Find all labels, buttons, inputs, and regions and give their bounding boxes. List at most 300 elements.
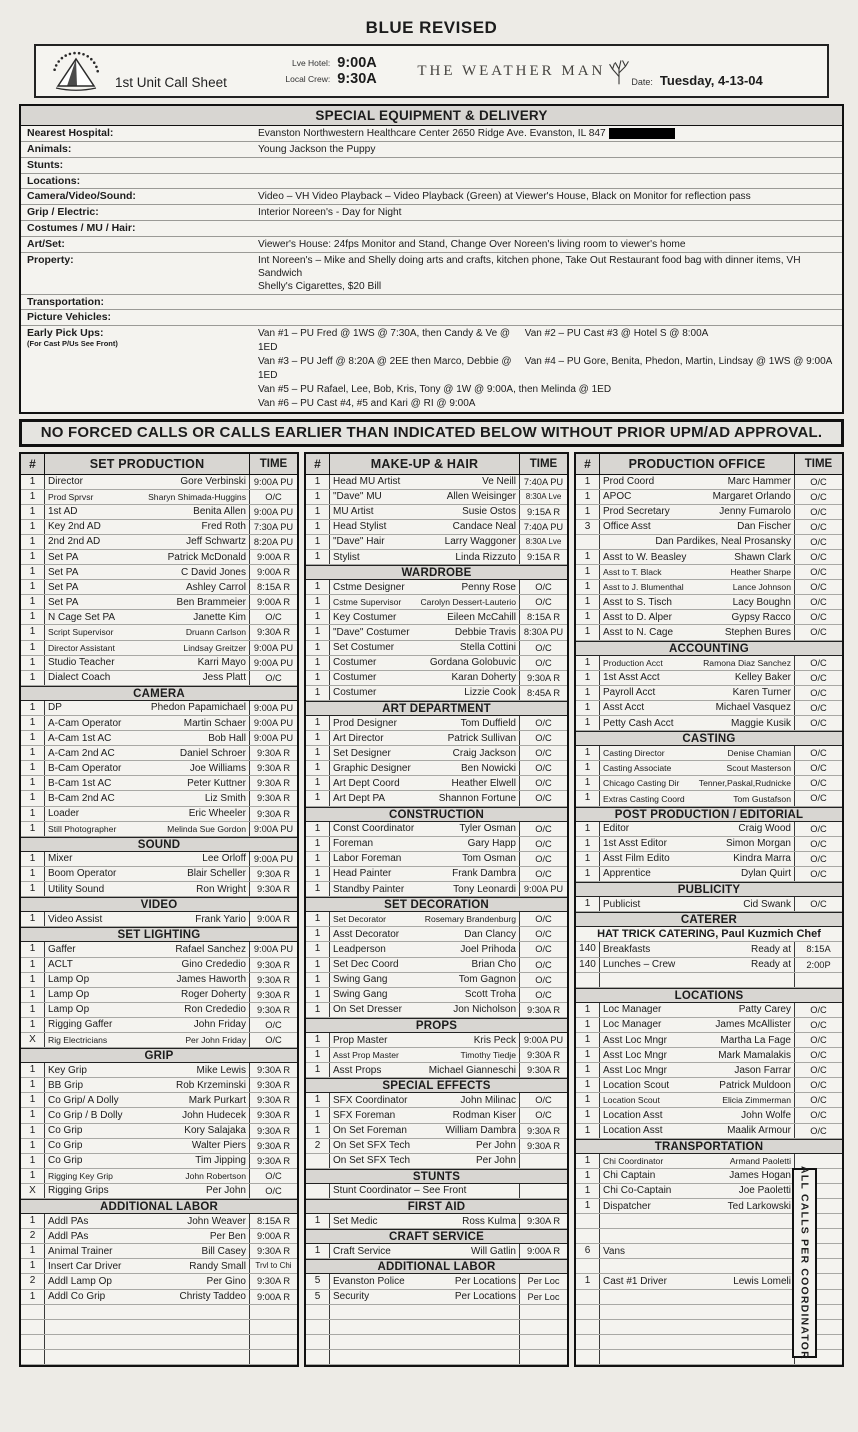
section-header: GRIP <box>21 1048 297 1063</box>
crew-cell <box>330 580 519 594</box>
crew-count: 1 <box>306 505 330 519</box>
crew-count: 1 <box>306 761 330 775</box>
crew-row <box>306 1274 567 1289</box>
crew-count <box>306 1350 330 1364</box>
crew-cell <box>330 1305 519 1319</box>
crew-role: Set Costumer <box>333 642 395 654</box>
crew-call-time: O/C <box>794 595 842 609</box>
crew-call-time: 8:30A Lve <box>519 535 567 549</box>
crew-count: 1 <box>576 580 600 594</box>
crew-call-time: 9:30A R <box>249 807 297 821</box>
crew-call-time: 9:30A R <box>249 625 297 639</box>
crew-name: Patrick Muldoon <box>719 1079 791 1091</box>
crew-call-time: 9:30A R <box>249 1108 297 1122</box>
crew-cell <box>45 1063 249 1077</box>
crew-row <box>21 1184 297 1199</box>
crew-name: Ben Brammeier <box>176 596 246 608</box>
crew-count: 1 <box>21 1124 45 1138</box>
crew-call-time: 9:00A R <box>249 550 297 564</box>
crew-count: 1 <box>576 686 600 700</box>
crew-row <box>306 791 567 806</box>
crew-row <box>306 520 567 535</box>
crew-cell <box>330 1124 519 1138</box>
crew-call-time: 9:30A R <box>249 761 297 775</box>
crew-call-time: O/C <box>794 1018 842 1032</box>
crew-cell <box>600 1229 794 1243</box>
crew-call-time: O/C <box>519 973 567 987</box>
crew-cell <box>600 867 794 881</box>
crew-call-time: Per Loc <box>519 1290 567 1304</box>
crew-role: On Set Foreman <box>333 1125 407 1137</box>
crew-count: 1 <box>306 1033 330 1047</box>
crew-call-time: O/C <box>794 505 842 519</box>
crew-name: C David Jones <box>180 566 246 578</box>
crew-name: Karri Mayo <box>197 657 246 669</box>
crew-call-time: 9:30A R <box>249 988 297 1002</box>
crew-role: Art Dept Coord <box>333 777 400 789</box>
crew-role: Craft Service <box>333 1245 391 1257</box>
crew-count: 1 <box>576 1063 600 1077</box>
crew-count: 1 <box>21 550 45 564</box>
crew-row <box>576 671 842 686</box>
crew-name: Karen Turner <box>732 687 791 699</box>
special-row-label: Nearest Hospital: <box>27 127 114 139</box>
crew-cell <box>330 550 519 564</box>
crew-role: B-Cam 1st AC <box>48 777 112 789</box>
crew-role: Asst Loc Mngr <box>603 1049 667 1061</box>
crew-cell <box>45 1244 249 1258</box>
crew-row <box>306 1108 567 1123</box>
crew-cell <box>330 716 519 730</box>
property-line: Shelly's Cigarettes, $20 Bill <box>258 280 382 292</box>
crew-count: 1 <box>306 1048 330 1062</box>
empty-row <box>306 1305 567 1320</box>
crew-cell <box>600 1003 794 1017</box>
crew-cell <box>45 1033 249 1047</box>
crew-cell <box>330 686 519 700</box>
crew-name: Tim Jipping <box>195 1155 246 1167</box>
crew-call-time: 8:30A PU <box>519 625 567 639</box>
special-row-label: Costumes / MU / Hair: <box>27 222 136 234</box>
crew-name: Armand Paoletti <box>729 1155 791 1166</box>
crew-role: Head Painter <box>333 868 392 880</box>
crew-call-time <box>249 1335 297 1349</box>
crew-call-time: 9:30A R <box>249 1003 297 1017</box>
column-title-header: MAKE-UP & HAIR <box>370 456 479 471</box>
special-row-content <box>258 174 842 189</box>
crew-row <box>21 731 297 746</box>
crew-call-time: 9:00A R <box>249 1290 297 1304</box>
crew-cell <box>330 1290 519 1304</box>
crew-count: 1 <box>21 610 45 624</box>
crew-count: 1 <box>576 475 600 489</box>
crew-row <box>21 505 297 520</box>
crew-call-time: 9:30A R <box>519 1003 567 1017</box>
crew-cell <box>330 1335 519 1349</box>
crew-row <box>21 595 297 610</box>
crew-count: 1 <box>306 535 330 549</box>
crew-row <box>306 1184 567 1199</box>
crew-count: 1 <box>576 1169 600 1183</box>
crew-role: A-Cam Operator <box>48 717 122 729</box>
crew-row <box>306 595 567 610</box>
crew-row <box>21 1154 297 1169</box>
crew-role: Addl Co Grip <box>48 1291 106 1303</box>
crew-count: 1 <box>21 701 45 715</box>
crew-row <box>21 550 297 565</box>
crew-count <box>576 1320 600 1334</box>
pickup-right: Van #2 – PU Cast #3 @ Hotel S @ 8:00A <box>524 327 709 339</box>
crew-cell <box>330 505 519 519</box>
crew-count: 1 <box>21 565 45 579</box>
crew-count: 1 <box>576 1199 600 1213</box>
crew-row <box>21 867 297 882</box>
crew-cell <box>330 1033 519 1047</box>
crew-count: 2 <box>21 1274 45 1288</box>
crew-row <box>306 641 567 656</box>
crew-count: 1 <box>576 610 600 624</box>
crew-role: Key Grip <box>48 1064 87 1076</box>
crew-row <box>306 1063 567 1078</box>
crew-name: Lance Johnson <box>732 582 791 593</box>
crew-name: Maalik Armour <box>727 1125 791 1137</box>
crew-call-time: O/C <box>519 791 567 805</box>
section-header: ADDITIONAL LABOR <box>306 1259 567 1274</box>
crew-role: Set Decorator <box>333 914 387 925</box>
crew-row <box>306 958 567 973</box>
crew-name: Gino Crededio <box>181 959 246 971</box>
column-time-header: TIME <box>794 454 842 474</box>
crew-cell <box>600 1154 794 1168</box>
crew-name: Penny Rose <box>461 581 516 593</box>
crew-count: 1 <box>306 490 330 504</box>
crew-row <box>306 716 567 731</box>
crew-count <box>306 1154 330 1168</box>
crew-cell <box>600 1259 794 1273</box>
crew-cell <box>600 490 794 504</box>
crew-call-time: 9:30A R <box>249 791 297 805</box>
crew-name: Liz Smith <box>204 793 246 805</box>
crew-count: 1 <box>21 958 45 972</box>
crew-name: Eric Wheeler <box>188 808 246 820</box>
crew-name: Lewis Lomeli <box>733 1276 791 1288</box>
crew-name: Frank Dambra <box>452 868 516 880</box>
caterer-name-row: HAT TRICK CATERING, Paul Kuzmich Chef <box>576 927 842 942</box>
crew-count: 1 <box>21 656 45 670</box>
crew-name: Cid Swank <box>743 898 791 910</box>
crew-row <box>21 1018 297 1033</box>
crew-role: Still Photographer <box>48 823 117 834</box>
section-header: FIRST AID <box>306 1199 567 1214</box>
crew-role: Lamp Op <box>48 1004 90 1016</box>
crew-cell <box>45 641 249 655</box>
crew-row <box>21 535 297 550</box>
crew-row <box>21 1063 297 1078</box>
crew-call-time: 9:00A PU <box>249 656 297 670</box>
crew-call-time: O/C <box>519 942 567 956</box>
crew-call-time: O/C <box>794 1033 842 1047</box>
crew-name: Fred Roth <box>201 521 246 533</box>
crew-row <box>306 1244 567 1259</box>
crew-role: Boom Operator <box>48 868 117 880</box>
crew-cell <box>45 776 249 790</box>
crew-name: Timothy Tiedje <box>460 1050 516 1061</box>
crew-count: 1 <box>576 1124 600 1138</box>
crew-count: 1 <box>306 610 330 624</box>
crew-role: Asst to W. Beasley <box>603 551 687 563</box>
pickup-left: Van #3 – PU Jeff @ 8:20A @ 2EE then Marco, Debbie @ 1ED <box>258 355 512 381</box>
crew-count: 1 <box>576 1003 600 1017</box>
crew-role: Set PA <box>48 596 79 608</box>
crew-cell <box>600 1063 794 1077</box>
crew-name: Martin Schaer <box>183 717 246 729</box>
crew-name: Mike Lewis <box>196 1064 246 1076</box>
pickup-right: Van #4 – PU Gore, Benita, Phedon, Martin, Lindsay @ 1WS @ 9:00A <box>524 355 833 367</box>
section-header: VIDEO <box>21 897 297 912</box>
crew-row <box>576 475 842 490</box>
crew-role: Asst Acct <box>603 702 645 714</box>
crew-count <box>21 1305 45 1319</box>
crew-name: Jeff Schwartz <box>186 536 246 548</box>
crew-count: 1 <box>306 1063 330 1077</box>
crew-count: 1 <box>21 475 45 489</box>
crew-row <box>576 867 842 882</box>
crew-call-time: 9:30A R <box>249 882 297 896</box>
crew-call-time: O/C <box>794 565 842 579</box>
crew-cell <box>600 822 794 836</box>
crew-cell <box>600 897 794 911</box>
special-row-content: Evanston Northwestern Healthcare Center 2650 Ridge Ave. Evanston, IL 847 <box>258 126 842 141</box>
crew-name: Dan Clancy <box>464 928 516 940</box>
crew-row <box>21 1108 297 1123</box>
special-section-title: SPECIAL EQUIPMENT & DELIVERY <box>21 106 842 126</box>
crew-count: 1 <box>21 1093 45 1107</box>
crew-row <box>306 1033 567 1048</box>
crew-name: Will Gatlin <box>470 1245 516 1257</box>
crew-count: 1 <box>21 852 45 866</box>
crew-cell <box>600 1305 794 1319</box>
crew-call-time: 7:40A PU <box>519 520 567 534</box>
special-row <box>21 310 842 326</box>
crew-name: Patrick McDonald <box>167 551 246 563</box>
crew-row <box>21 942 297 957</box>
crew-count: 1 <box>21 535 45 549</box>
crew-name: Ron Crededio <box>184 1004 246 1016</box>
crew-cell <box>45 852 249 866</box>
crew-row <box>306 686 567 701</box>
empty-row <box>21 1320 297 1335</box>
crew-call-time: 9:30A R <box>249 1124 297 1138</box>
empty-row <box>306 1350 567 1365</box>
crew-name: Dan Pardikes, Neal Prosansky <box>655 536 791 548</box>
crew-count: 5 <box>306 1290 330 1304</box>
crew-row <box>576 958 842 973</box>
crew-cell <box>330 973 519 987</box>
crew-call-time: O/C <box>519 580 567 594</box>
crew-count: 1 <box>306 822 330 836</box>
date-value: Tuesday, 4-13-04 <box>659 73 763 88</box>
crew-name: Michael Gianneschi <box>428 1064 516 1076</box>
section-header: SET DECORATION <box>306 897 567 912</box>
crew-count: 1 <box>576 746 600 760</box>
crew-count: 1 <box>576 701 600 715</box>
crew-count: X <box>21 1033 45 1047</box>
crew-cell <box>600 701 794 715</box>
crew-cell <box>45 520 249 534</box>
crew-count: 1 <box>21 520 45 534</box>
crew-call-time: O/C <box>794 791 842 805</box>
crew-row <box>21 1259 297 1274</box>
crew-call-time: 9:30A R <box>249 867 297 881</box>
crew-role: Co Grip/ A Dolly <box>48 1094 119 1106</box>
crew-count: 140 <box>576 958 600 972</box>
crew-cell <box>600 746 794 760</box>
crew-row <box>306 1048 567 1063</box>
crew-column-set-production <box>19 452 299 1368</box>
crew-name: Joe Williams <box>189 762 246 774</box>
redacted-phone-number <box>609 128 675 139</box>
crew-count: 1 <box>21 776 45 790</box>
crew-name: Gordana Golobuvic <box>429 657 516 669</box>
crew-role: SFX Foreman <box>333 1109 396 1121</box>
crew-row <box>576 1018 842 1033</box>
crew-cell <box>600 671 794 685</box>
crew-name: Marc Hammer <box>727 476 791 488</box>
crew-call-time: 9:30A R <box>249 1154 297 1168</box>
crew-role: 1st Asst Acct <box>603 672 660 684</box>
section-header: WARDROBE <box>306 565 567 580</box>
crew-call-time: O/C <box>794 550 842 564</box>
crew-count: 1 <box>306 882 330 896</box>
crew-count: 1 <box>21 1018 45 1032</box>
crew-call-time: O/C <box>519 641 567 655</box>
crew-count: 1 <box>576 776 600 790</box>
crew-row <box>306 1139 567 1154</box>
crew-name: Benita Allen <box>193 506 246 518</box>
crew-row <box>576 852 842 867</box>
crew-role: MU Artist <box>333 506 374 518</box>
crew-cell <box>45 1124 249 1138</box>
crew-cell <box>600 1184 794 1198</box>
crew-role: Art Dept PA <box>333 793 386 805</box>
crew-count: 1 <box>21 1078 45 1092</box>
crew-count: 1 <box>576 822 600 836</box>
crew-count: 1 <box>576 897 600 911</box>
crew-role: Cstme Supervisor <box>333 597 402 608</box>
crew-row <box>21 701 297 716</box>
crew-name: Allen Weisinger <box>446 491 516 503</box>
crew-row <box>306 852 567 867</box>
crew-row <box>576 625 842 640</box>
crew-call-time: O/C <box>519 716 567 730</box>
crew-count: 1 <box>306 1108 330 1122</box>
crew-cell <box>330 610 519 624</box>
crew-role: Cstme Designer <box>333 581 405 593</box>
column-number-header: # <box>576 454 600 474</box>
crew-cell <box>45 882 249 896</box>
crew-row <box>576 535 842 550</box>
crew-name: Ben Nowicki <box>460 762 516 774</box>
crew-name: John Hudecek <box>182 1109 246 1121</box>
crew-cell <box>600 610 794 624</box>
crew-count: 1 <box>306 595 330 609</box>
crew-cell <box>45 1229 249 1243</box>
crew-count: 1 <box>21 1290 45 1304</box>
crew-cell <box>45 1139 249 1153</box>
crew-role: Head Stylist <box>333 521 387 533</box>
crew-call-time: 9:00A PU <box>249 475 297 489</box>
crew-count: 1 <box>576 656 600 670</box>
crew-name: Lizzie Cook <box>464 687 516 699</box>
crew-role: Office Asst <box>603 521 651 533</box>
crew-cell <box>330 1274 519 1288</box>
crew-name: Gary Happ <box>467 838 516 850</box>
crew-call-time: O/C <box>519 958 567 972</box>
special-row-content: Interior Noreen's - Day for Night <box>258 207 402 218</box>
crew-call-time: 9:30A R <box>519 671 567 685</box>
crew-cell <box>45 912 249 926</box>
crew-role: Utility Sound <box>48 883 105 895</box>
crew-call-time: 9:00A PU <box>249 822 297 836</box>
crew-call-time <box>519 1154 567 1168</box>
crew-row <box>21 565 297 580</box>
special-row-label: Picture Vehicles: <box>27 311 112 323</box>
crew-count: 1 <box>21 973 45 987</box>
call-sheet-header <box>34 44 829 98</box>
crew-name: Ross Kulma <box>462 1215 516 1227</box>
crew-role: On Set SFX Tech <box>333 1140 411 1152</box>
crew-role: Chi Captain <box>603 1170 656 1182</box>
crew-role: A-Cam 2nd AC <box>48 747 115 759</box>
crew-call-time: O/C <box>794 837 842 851</box>
crew-row <box>21 490 297 505</box>
crew-cell <box>45 550 249 564</box>
crew-call-time: O/C <box>794 822 842 836</box>
crew-count: 1 <box>306 475 330 489</box>
crew-role: DP <box>48 702 62 714</box>
special-row-label: Transportation: <box>27 295 105 308</box>
crew-count: 1 <box>576 550 600 564</box>
crew-name: John Weaver <box>187 1215 246 1227</box>
empty-row <box>21 1305 297 1320</box>
crew-cell <box>600 1320 794 1334</box>
crew-role: Set Dec Coord <box>333 959 399 971</box>
crew-row <box>21 791 297 806</box>
crew-call-time: 9:15A R <box>519 505 567 519</box>
crew-call-time: O/C <box>794 867 842 881</box>
crew-row <box>576 776 842 791</box>
crew-cell <box>45 1259 249 1273</box>
crew-call-time: O/C <box>519 731 567 745</box>
special-row-label: Locations: <box>27 174 81 187</box>
crew-call-time: 8:15A R <box>519 610 567 624</box>
crew-row <box>21 656 297 671</box>
crew-row <box>576 550 842 565</box>
crew-row <box>21 1003 297 1018</box>
crew-row <box>306 988 567 1003</box>
crew-name: Bob Hall <box>208 732 246 744</box>
crew-role: Location Scout <box>603 1079 670 1091</box>
crew-cell <box>330 656 519 670</box>
table-header-row <box>576 454 842 475</box>
crew-cell <box>45 535 249 549</box>
column-number-header: # <box>21 454 45 474</box>
crew-count <box>21 1320 45 1334</box>
crew-count: 1 <box>576 761 600 775</box>
crew-cell <box>600 565 794 579</box>
column-time-header: TIME <box>249 454 297 474</box>
crew-name: Ready at <box>750 943 791 955</box>
